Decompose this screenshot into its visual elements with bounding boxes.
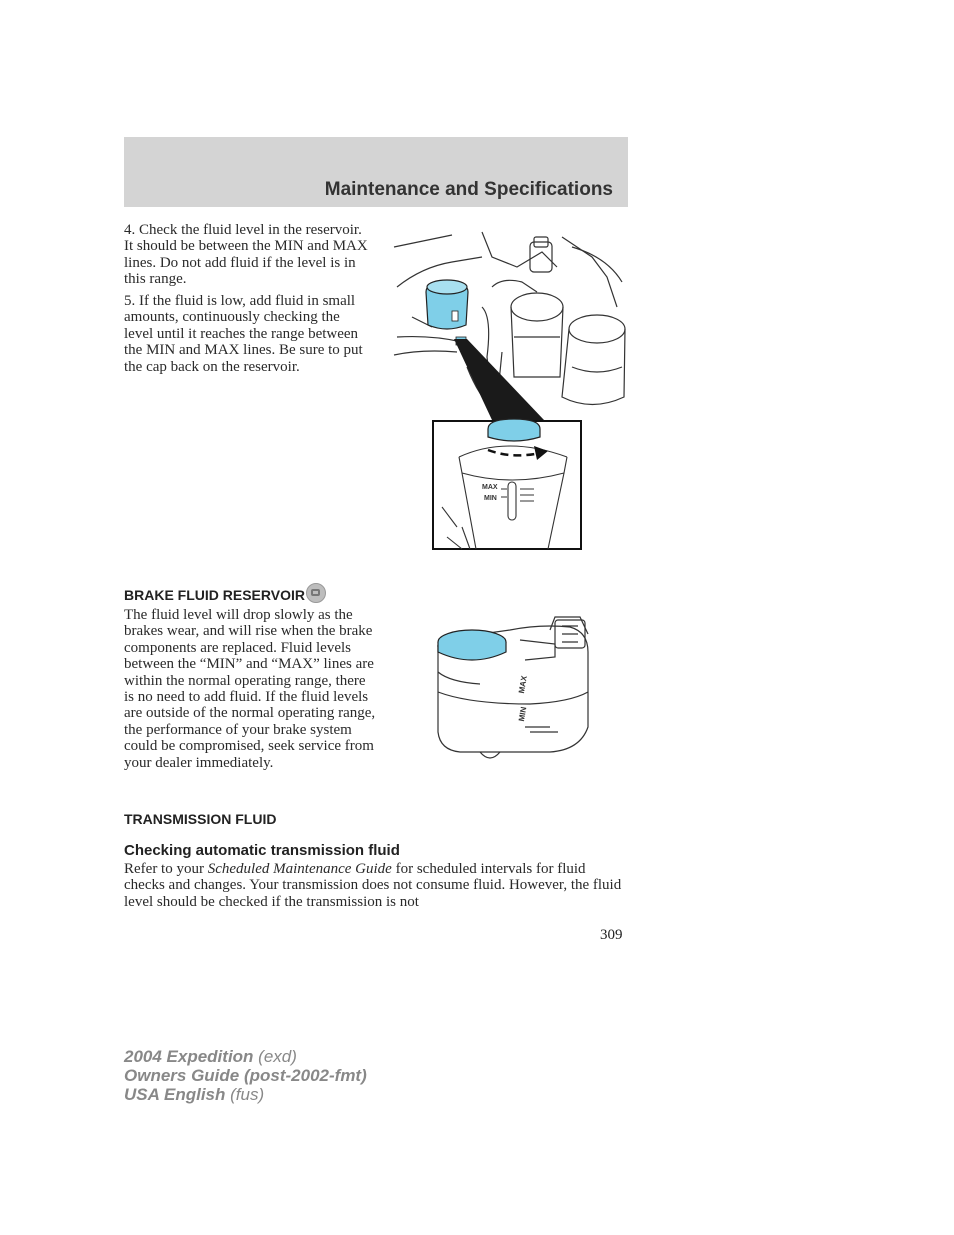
brake-warning-icon <box>306 583 326 603</box>
footer-model: 2004 Expedition <box>124 1047 254 1066</box>
page-number: 309 <box>600 927 623 943</box>
brake-max-label: MAX <box>516 675 529 695</box>
page-title: Maintenance and Specifications <box>324 179 613 200</box>
header-band <box>124 137 628 207</box>
footer-model-code: (exd) <box>253 1047 297 1066</box>
footer-line-1 <box>124 1047 367 1066</box>
step-4-text: 4. Check the fluid level in the reservoir. It should be between the MIN and MAX lines. Do not add fluid if the level is in this range. <box>124 222 368 288</box>
brake-fluid-body: The fluid level will drop slowly as the brakes wear, and will rise when the brake components are replaced. Fluid levels between the “MIN” and “MAX” lines are within the normal operating range, there is no need to add fluid. If the fluid levels are outside of the normal operating range, the performance of your brake system could be compromised, seek service from your dealer immediately. <box>124 607 376 771</box>
checking-transmission-subheading: Checking automatic transmission fluid <box>124 842 400 859</box>
brake-min-label: MIN <box>516 706 529 723</box>
footer-line-2: Owners Guide (post-2002-fmt) <box>124 1066 367 1085</box>
step-5-text: 5. If the fluid is low, add fluid in small amounts, continuously checking the level until it reaches the range between the MIN and MAX lines. Be sure to put the cap back on the reservoir. <box>124 293 363 375</box>
inset-min-label: MIN <box>484 495 497 502</box>
document-footer <box>124 1047 367 1104</box>
brake-fluid-reservoir-illustration <box>430 612 594 768</box>
inset-max-label: MAX <box>482 484 498 491</box>
footer-language-code: (fus) <box>225 1085 265 1104</box>
brake-fluid-heading-text: BRAKE FLUID RESERVOIR <box>124 587 305 603</box>
brake-fluid-heading <box>124 583 326 603</box>
footer-language: USA English <box>124 1085 226 1104</box>
power-steering-reservoir-illustration <box>392 227 628 553</box>
transmission-body-end: for scheduled intervals for fluid checks and changes. Your transmission does not consume fluid. However, the fluid level should be checked if the transmission is not <box>124 861 622 910</box>
transmission-body-start: Refer to your <box>124 861 208 877</box>
transmission-fluid-heading: TRANSMISSION FLUID <box>124 811 277 827</box>
footer-line-3 <box>124 1085 367 1104</box>
transmission-body <box>124 861 629 910</box>
scheduled-maintenance-guide-ref: Scheduled Maintenance Guide <box>207 861 392 877</box>
